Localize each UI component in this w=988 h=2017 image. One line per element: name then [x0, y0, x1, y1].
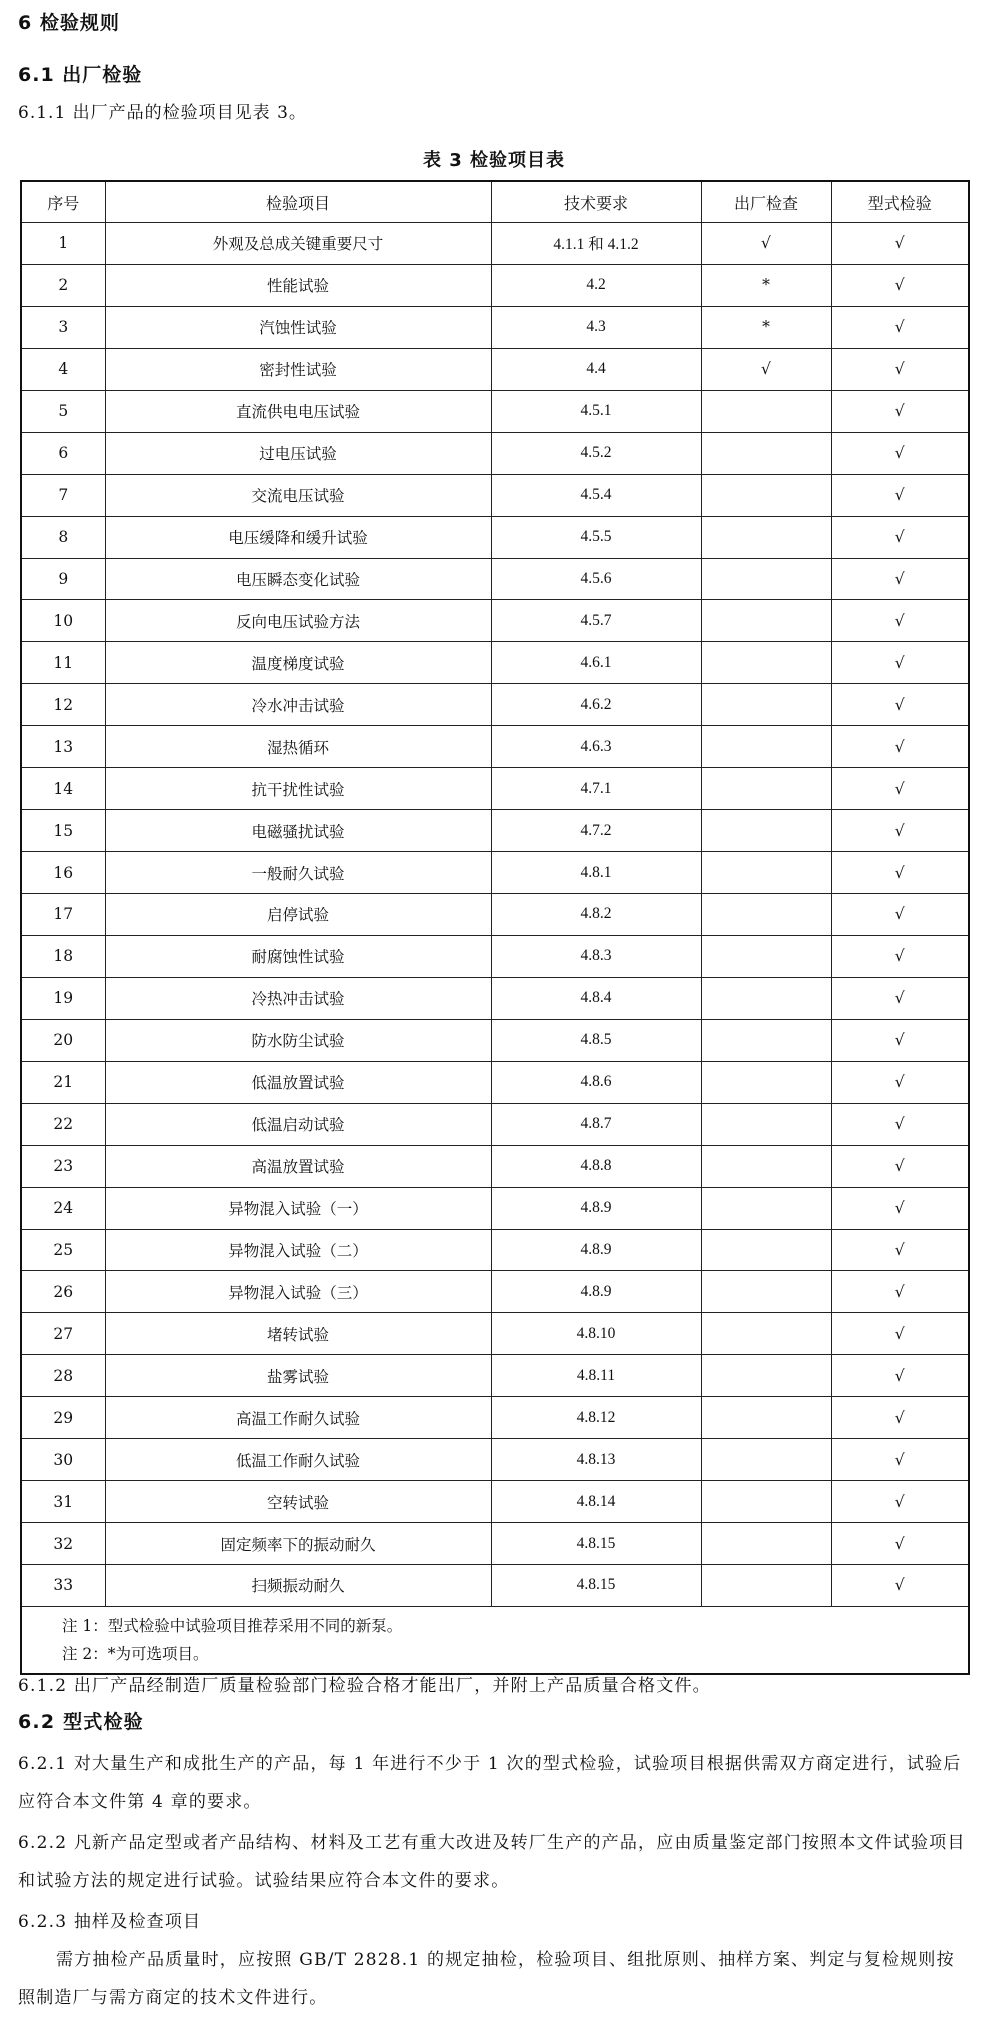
cell-factory-check	[701, 1271, 831, 1313]
note-2: 注 2：*为可选项目。	[62, 1644, 209, 1663]
cell-seq: 15	[21, 810, 105, 852]
cell-seq: 14	[21, 768, 105, 810]
table-row	[21, 600, 969, 642]
table-row	[21, 1565, 969, 1607]
cell-seq: 7	[21, 474, 105, 516]
cell-seq: 22	[21, 1103, 105, 1145]
cell-factory-check: *	[701, 306, 831, 348]
cell-seq: 6	[21, 432, 105, 474]
cell-item: 低温放置试验	[105, 1061, 491, 1103]
cell-tech-req: 4.8.2	[491, 894, 701, 936]
cell-factory-check	[701, 390, 831, 432]
table-row	[21, 935, 969, 977]
cell-item: 防水防尘试验	[105, 1019, 491, 1061]
cell-type-test: √	[831, 348, 969, 390]
cell-seq: 23	[21, 1145, 105, 1187]
cell-type-test: √	[831, 935, 969, 977]
cell-type-test: √	[831, 1397, 969, 1439]
cell-type-test: √	[831, 1229, 969, 1271]
cell-seq: 25	[21, 1229, 105, 1271]
header-type-test: 型式检验	[831, 181, 969, 223]
table-row	[21, 558, 969, 600]
cell-type-test: √	[831, 558, 969, 600]
table-row	[21, 1397, 969, 1439]
cell-type-test: √	[831, 1313, 969, 1355]
cell-tech-req: 4.3	[491, 306, 701, 348]
cell-seq: 17	[21, 894, 105, 936]
cell-factory-check	[701, 1103, 831, 1145]
inspection-items-table	[20, 180, 970, 1675]
cell-item: 交流电压试验	[105, 474, 491, 516]
cell-tech-req: 4.8.12	[491, 1397, 701, 1439]
cell-tech-req: 4.8.4	[491, 977, 701, 1019]
cell-seq: 10	[21, 600, 105, 642]
cell-type-test: √	[831, 223, 969, 265]
cell-factory-check	[701, 600, 831, 642]
table-header-row	[21, 181, 969, 223]
cell-tech-req: 4.8.7	[491, 1103, 701, 1145]
table-row	[21, 1061, 969, 1103]
cell-item: 直流供电电压试验	[105, 390, 491, 432]
subsection-heading: 6.1 出厂检验	[18, 64, 143, 86]
cell-tech-req: 4.7.1	[491, 768, 701, 810]
cell-seq: 13	[21, 726, 105, 768]
cell-factory-check	[701, 516, 831, 558]
cell-item: 盐雾试验	[105, 1355, 491, 1397]
table-row	[21, 810, 969, 852]
cell-seq: 33	[21, 1565, 105, 1607]
cell-factory-check	[701, 1439, 831, 1481]
cell-seq: 2	[21, 264, 105, 306]
cell-factory-check	[701, 684, 831, 726]
cell-factory-check	[701, 1187, 831, 1229]
table-caption: 表 3 检验项目表	[422, 150, 566, 171]
cell-tech-req: 4.8.3	[491, 935, 701, 977]
cell-type-test: √	[831, 894, 969, 936]
cell-type-test: √	[831, 1565, 969, 1607]
table-row	[21, 768, 969, 810]
cell-factory-check	[701, 1145, 831, 1187]
cell-tech-req: 4.6.1	[491, 642, 701, 684]
table-row	[21, 894, 969, 936]
cell-seq: 29	[21, 1397, 105, 1439]
cell-item: 反向电压试验方法	[105, 600, 491, 642]
cell-factory-check: √	[701, 223, 831, 265]
cell-type-test: √	[831, 1439, 969, 1481]
cell-item: 耐腐蚀性试验	[105, 935, 491, 977]
header-tech-req: 技术要求	[491, 181, 701, 223]
cell-tech-req: 4.5.2	[491, 432, 701, 474]
cell-seq: 24	[21, 1187, 105, 1229]
cell-item: 电压瞬态变化试验	[105, 558, 491, 600]
paragraph-6-1-1: 6.1.1 出厂产品的检验项目见表 3。	[18, 103, 307, 123]
cell-seq: 11	[21, 642, 105, 684]
cell-type-test: √	[831, 1271, 969, 1313]
table-row	[21, 348, 969, 390]
cell-tech-req: 4.4	[491, 348, 701, 390]
cell-factory-check	[701, 1313, 831, 1355]
table-row	[21, 1439, 969, 1481]
table-row	[21, 1313, 969, 1355]
cell-tech-req: 4.1.1 和 4.1.2	[491, 223, 701, 265]
cell-tech-req: 4.8.5	[491, 1019, 701, 1061]
table-row	[21, 390, 969, 432]
table-row	[21, 1523, 969, 1565]
cell-factory-check	[701, 1565, 831, 1607]
table-row	[21, 852, 969, 894]
cell-item: 电磁骚扰试验	[105, 810, 491, 852]
table-row	[21, 1145, 969, 1187]
cell-item: 异物混入试验（三）	[105, 1271, 491, 1313]
cell-seq: 20	[21, 1019, 105, 1061]
table-row	[21, 1271, 969, 1313]
cell-item: 异物混入试验（二）	[105, 1229, 491, 1271]
cell-seq: 12	[21, 684, 105, 726]
cell-item: 过电压试验	[105, 432, 491, 474]
table-row	[21, 1019, 969, 1061]
cell-seq: 31	[21, 1481, 105, 1523]
cell-tech-req: 4.8.9	[491, 1229, 701, 1271]
cell-type-test: √	[831, 768, 969, 810]
cell-item: 密封性试验	[105, 348, 491, 390]
cell-seq: 5	[21, 390, 105, 432]
cell-factory-check	[701, 1355, 831, 1397]
cell-factory-check	[701, 935, 831, 977]
paragraph-6-2-3-body: 需方抽检产品质量时，应按照 GB/T 2828.1 的规定抽检，检验项目、组批原则、抽样方案、判定与复检规则按照制造厂与需方商定的技术文件进行。	[18, 1950, 955, 2008]
table-row	[21, 1187, 969, 1229]
cell-tech-req: 4.8.6	[491, 1061, 701, 1103]
cell-type-test: √	[831, 684, 969, 726]
table-row	[21, 726, 969, 768]
cell-item: 抗干扰性试验	[105, 768, 491, 810]
cell-factory-check	[701, 642, 831, 684]
cell-item: 堵转试验	[105, 1313, 491, 1355]
heading-6-2: 6.2 型式检验	[18, 1711, 144, 1733]
cell-type-test: √	[831, 474, 969, 516]
cell-tech-req: 4.5.7	[491, 600, 701, 642]
table-row	[21, 1355, 969, 1397]
cell-item: 湿热循环	[105, 726, 491, 768]
cell-seq: 3	[21, 306, 105, 348]
table-row	[21, 223, 969, 265]
cell-factory-check	[701, 894, 831, 936]
cell-seq: 4	[21, 348, 105, 390]
cell-item: 电压缓降和缓升试验	[105, 516, 491, 558]
table-notes-row	[21, 1606, 969, 1674]
cell-type-test: √	[831, 977, 969, 1019]
cell-factory-check	[701, 558, 831, 600]
cell-tech-req: 4.8.10	[491, 1313, 701, 1355]
cell-factory-check	[701, 432, 831, 474]
table-row	[21, 516, 969, 558]
table-row	[21, 1229, 969, 1271]
cell-item: 温度梯度试验	[105, 642, 491, 684]
cell-item: 启停试验	[105, 894, 491, 936]
cell-type-test: √	[831, 516, 969, 558]
cell-type-test: √	[831, 1145, 969, 1187]
table-body	[21, 223, 969, 1607]
paragraph-6-2-2: 6.2.2 凡新产品定型或者产品结构、材料及工艺有重大改进及转厂生产的产品，应由质量鉴定部门按照本文件试验项目和试验方法的规定进行试验。试验结果应符合本文件的要求。	[18, 1833, 966, 1891]
cell-tech-req: 4.8.14	[491, 1481, 701, 1523]
cell-seq: 27	[21, 1313, 105, 1355]
cell-type-test: √	[831, 1103, 969, 1145]
cell-item: 冷水冲击试验	[105, 684, 491, 726]
cell-factory-check	[701, 852, 831, 894]
cell-tech-req: 4.8.1	[491, 852, 701, 894]
cell-type-test: √	[831, 306, 969, 348]
cell-factory-check	[701, 1019, 831, 1061]
cell-seq: 9	[21, 558, 105, 600]
cell-type-test: √	[831, 1187, 969, 1229]
cell-factory-check	[701, 1061, 831, 1103]
table-row	[21, 306, 969, 348]
cell-type-test: √	[831, 432, 969, 474]
cell-item: 汽蚀性试验	[105, 306, 491, 348]
table-row	[21, 642, 969, 684]
cell-item: 高温放置试验	[105, 1145, 491, 1187]
cell-factory-check	[701, 474, 831, 516]
cell-tech-req: 4.8.8	[491, 1145, 701, 1187]
note-1: 注 1：型式检验中试验项目推荐采用不同的新泵。	[62, 1616, 403, 1635]
cell-item: 高温工作耐久试验	[105, 1397, 491, 1439]
cell-item: 异物混入试验（一）	[105, 1187, 491, 1229]
paragraph-6-1-2: 6.1.2 出厂产品经制造厂质量检验部门检验合格才能出厂，并附上产品质量合格文件。	[18, 1676, 711, 1696]
cell-factory-check	[701, 1397, 831, 1439]
cell-factory-check	[701, 810, 831, 852]
cell-item: 低温启动试验	[105, 1103, 491, 1145]
cell-seq: 32	[21, 1523, 105, 1565]
cell-type-test: √	[831, 1481, 969, 1523]
cell-type-test: √	[831, 1061, 969, 1103]
cell-tech-req: 4.6.2	[491, 684, 701, 726]
section-heading: 6 检验规则	[18, 12, 120, 34]
table-row	[21, 432, 969, 474]
cell-seq: 18	[21, 935, 105, 977]
cell-factory-check	[701, 977, 831, 1019]
cell-item: 冷热冲击试验	[105, 977, 491, 1019]
cell-tech-req: 4.8.15	[491, 1565, 701, 1607]
header-item: 检验项目	[105, 181, 491, 223]
table-row	[21, 1103, 969, 1145]
cell-item: 一般耐久试验	[105, 852, 491, 894]
cell-tech-req: 4.8.15	[491, 1523, 701, 1565]
cell-seq: 19	[21, 977, 105, 1019]
cell-tech-req: 4.5.4	[491, 474, 701, 516]
cell-seq: 1	[21, 223, 105, 265]
cell-tech-req: 4.8.11	[491, 1355, 701, 1397]
cell-tech-req: 4.8.9	[491, 1271, 701, 1313]
cell-seq: 28	[21, 1355, 105, 1397]
cell-item: 低温工作耐久试验	[105, 1439, 491, 1481]
cell-item: 固定频率下的振动耐久	[105, 1523, 491, 1565]
table-row	[21, 977, 969, 1019]
cell-factory-check	[701, 768, 831, 810]
cell-factory-check	[701, 1229, 831, 1271]
cell-tech-req: 4.6.3	[491, 726, 701, 768]
cell-tech-req: 4.7.2	[491, 810, 701, 852]
cell-type-test: √	[831, 1523, 969, 1565]
cell-tech-req: 4.5.5	[491, 516, 701, 558]
paragraph-6-2-3: 6.2.3 抽样及检查项目	[18, 1912, 202, 1932]
table-row	[21, 474, 969, 516]
cell-tech-req: 4.8.13	[491, 1439, 701, 1481]
cell-type-test: √	[831, 642, 969, 684]
cell-type-test: √	[831, 810, 969, 852]
cell-tech-req: 4.5.1	[491, 390, 701, 432]
cell-factory-check: *	[701, 264, 831, 306]
cell-type-test: √	[831, 390, 969, 432]
cell-factory-check: √	[701, 348, 831, 390]
cell-item: 扫频振动耐久	[105, 1565, 491, 1607]
cell-type-test: √	[831, 1355, 969, 1397]
cell-tech-req: 4.5.6	[491, 558, 701, 600]
cell-factory-check	[701, 726, 831, 768]
header-seq: 序号	[21, 181, 105, 223]
cell-item: 性能试验	[105, 264, 491, 306]
cell-factory-check	[701, 1523, 831, 1565]
table-row	[21, 264, 969, 306]
cell-type-test: √	[831, 852, 969, 894]
cell-tech-req: 4.8.9	[491, 1187, 701, 1229]
cell-type-test: √	[831, 264, 969, 306]
cell-item: 外观及总成关键重要尺寸	[105, 223, 491, 265]
cell-type-test: √	[831, 726, 969, 768]
table-notes	[21, 1606, 969, 1674]
cell-seq: 16	[21, 852, 105, 894]
header-factory-check: 出厂检查	[701, 181, 831, 223]
table-row	[21, 684, 969, 726]
cell-tech-req: 4.2	[491, 264, 701, 306]
paragraph-6-2-1: 6.2.1 对大量生产和成批生产的产品，每 1 年进行不少于 1 次的型式检验，试验项目根据供需双方商定进行，试验后应符合本文件第 4 章的要求。	[18, 1754, 962, 1812]
cell-seq: 8	[21, 516, 105, 558]
cell-factory-check	[701, 1481, 831, 1523]
cell-seq: 26	[21, 1271, 105, 1313]
cell-seq: 21	[21, 1061, 105, 1103]
table-row	[21, 1481, 969, 1523]
cell-item: 空转试验	[105, 1481, 491, 1523]
cell-seq: 30	[21, 1439, 105, 1481]
cell-type-test: √	[831, 1019, 969, 1061]
cell-type-test: √	[831, 600, 969, 642]
